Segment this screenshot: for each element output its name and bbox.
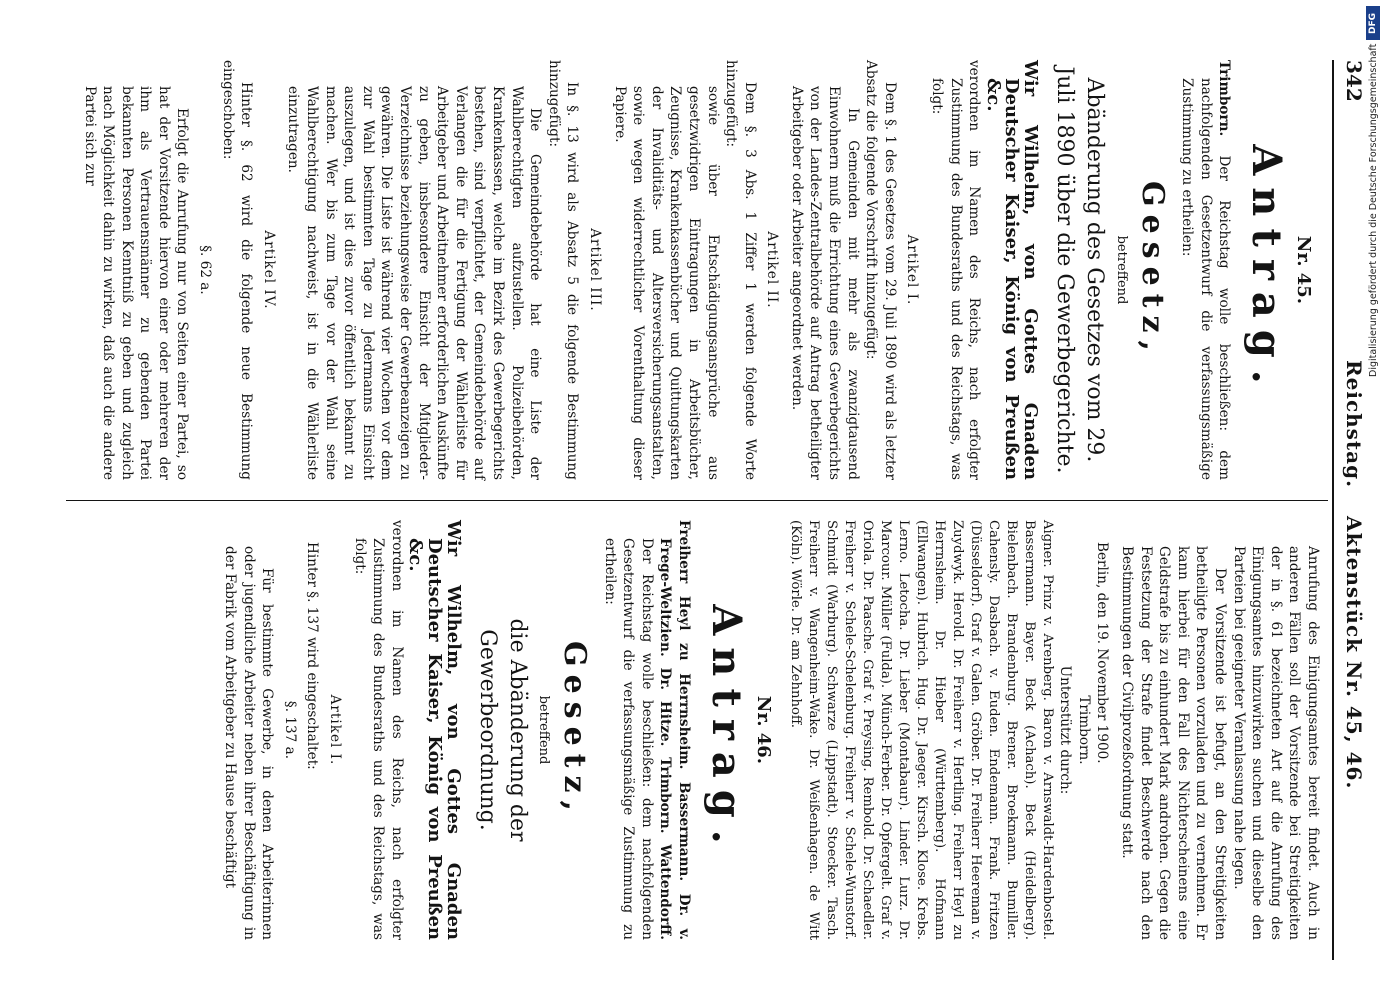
gesetz-heading-45: Gesetz, bbox=[1134, 180, 1170, 360]
running-title-aktenstueck: Aktenstück Nr. 45, 46. bbox=[1342, 516, 1366, 790]
supporters-list: Aigner. Prinz v. Arenberg. Baron v. Arnswaldt-Hardenbostel. Bassermann. Bayer. Beck (Achach). Beck (Heidelberg). Bielenbach. Brandenburg. Brener. Broekmann. Bumiller. Cahensly. Dasbach. v. Euden. Endemann. Frank. Fritzen (Düsseldorf). Graf v. Galen. Gröber. Dr. Freiherr Heereman v. Zuydwyk. Herold. Dr. Freiherr v. Hertling. Freiherr Heyl zu Herrnsheim. Dr. Hieber (Württemberg). Hofmann (Ellwangen). Hubrich. Hug. Dr. Jaeger. Kirsch. Klose. Krebs. Lerno. Letocha. Dr. Lieber (Montabaur). Linder. Lurz. Dr. Marcour. Müller (Fulda). Münch-Ferber. Dr. Opfergelt. Graf v. Oriola. Dr. Paasche. Graf v. Preysing. Rembold. Dr. Schaedler. Freiherr v. Schele-Schelenburg. Freiherr v. Schele-Wunstorf. Schmidt (Warburg). Schwarze (Lippstadt). Stoecker. Tasch. Freiherr v. Wangenheim-Wake. Dr. Weißenhagen. de Witt (Köln). Wörle. Dr. am Zehnhoff. bbox=[787, 520, 1055, 940]
movers-names: Freiherr Heyl zu Herrnsheim. Bassermann. Dr. v. Frege-Weltzien. Dr. Hitze. Trimborn. Wattendorff. bbox=[657, 520, 693, 940]
wir-name-46: Wir Wilhelm, von Gottes Gnaden Deutscher Kaiser, König von Preußen &c. bbox=[405, 520, 464, 940]
item-number-45: Nr. 45. bbox=[1293, 235, 1314, 305]
right-column bbox=[66, 520, 1322, 940]
header-rule bbox=[1332, 60, 1334, 960]
document-page bbox=[66, 60, 1366, 960]
dfg-logo: DFG bbox=[1366, 6, 1380, 40]
article-3-quote: Die Gemeindebehörde hat eine Liste der Wahlberechtigten aufzustellen. Polizeibehörden, Krankenkassen, welche im Bezirk des Gewerbegerichts bestehen, sind verpflichtet, der Gemeindebehörde auf Verlangen die für die Fertigung der Wählerliste für Arbeitgeber und Arbeitnehmer erforderlichen Auskünfte zu geben, insbesondere Einsicht der Mitglieder-Verzeichnisse beziehungsweise der Gewerbeanzeigen zu gewähren. Die Liste ist während vier Wochen vor dem zur Wahl bestimmten Tage zu Jedermanns Einsicht auszulegen, und ist dies zuvor öffentlich bekannt zu machen. Wer bis zum Tage vor der Wahl seine Wahlberechtigung nachweist, ist in die Wählerliste einzutragen. bbox=[285, 86, 544, 480]
antrag-heading-46: Antrag. bbox=[703, 604, 751, 856]
paragraph-62a-text: Erfolgt die Anrufung nur von Seiten einer Partei, so hat der Vorsitzende hiervon einer oder mehreren der ihm als Vertrauensmänner zu gebenden Partei bekannten Personen Kenntniß zu geben und zugleich nach Möglichkeit dahin zu wirken, daß auch die andere Partei sich zur bbox=[81, 86, 191, 480]
running-title-reichstag: Reichstag. bbox=[1342, 360, 1366, 489]
antrag-heading-45: Antrag. bbox=[1243, 144, 1291, 396]
paragraph-137a-text: Für bestimmte Gewerbe, in denen Arbeiterinnen oder jugendliche Arbeiter neben ihrer Beschäftigung in der Fabrik vom Arbeitgeber zu Hause beschäftigt bbox=[222, 546, 276, 940]
verordnen-46: verordnen im Namen des Reichs, nach erfolgter Zustimmung des Bundesraths und des Reichstags, was folgt: bbox=[351, 520, 405, 940]
continued-text-2: Der Vorsitzende ist befugt, an den Streitigkeiten betheiligte Personen vorzuladen und zu vernehmen. Er kann hierbei für den Fall des Nichterscheinens eine Geldstrafe bis zu einhundert Mark androhen. Gegen die Festsetzung der Strafe findet Beschwerde nach den Bestimmungen der Civilprozeßordnung statt. bbox=[1119, 546, 1229, 940]
signature-date: Berlin, den 19. November 1900. bbox=[1094, 542, 1111, 764]
intro-name: Trimborn. bbox=[1216, 60, 1233, 137]
article-2-text: Dem §. 3 Abs. 1 Ziffer 1 werden folgende Worte hinzugefügt: bbox=[723, 60, 758, 480]
article-2-heading: Artikel II. bbox=[764, 231, 781, 309]
article-1-heading-46: Artikel I. bbox=[326, 694, 343, 766]
article-1-quote: In Gemeinden mit mehr als zwanzigtausend Einwohnern muß die Errichtung eines Gewerbegerichts von der Landes-Zentralbehörde auf Antrag betheiligter Arbeitgeber oder Arbeiter angeordnet werden. bbox=[788, 86, 861, 480]
column-divider bbox=[66, 500, 1328, 501]
page-header bbox=[1336, 60, 1366, 960]
paragraph-137a-heading: §. 137 a. bbox=[281, 700, 298, 760]
gesetz-heading-46: Gesetz, bbox=[557, 640, 593, 820]
betreffend-45: betreffend bbox=[1113, 235, 1129, 305]
paragraph-62a-heading: §. 62 a. bbox=[197, 245, 214, 295]
intro-text: Der Reichstag wolle beschließen: dem nachfolgenden Gesetzentwurf die verfassungsmäßige Zustimmung zu ertheilen: bbox=[1179, 78, 1233, 480]
movers-text: Der Reichstag wolle beschließen: dem nachfolgenden Gesetzentwurf die verfassungsmäßige Zustimmung zu ertheilen: bbox=[601, 538, 655, 940]
article-1-text: Dem §. 1 des Gesetzes vom 29. Juli 1890 wird als letzter Absatz die folgende Vorschrift hinzugefügt: bbox=[863, 60, 898, 480]
betreffend-46: betreffend bbox=[536, 695, 552, 765]
article-4-heading: Artikel IV. bbox=[260, 230, 277, 310]
digitization-note: Digitalisierung gefördert durch die Deutsche Forschungsgemeinschaft bbox=[1368, 44, 1379, 378]
article-2-quote: sowie über Entschädigungsansprüche aus gesetzwidrigen Eintragungen in Arbeitsbücher, Zeugnisse, Krankenkassenbücher und Quittungskarten der Invaliditäts- und Altersversicherungsanstalten, sowie wegen widerrechtlicher Vorenthaltung dieser Papiere. bbox=[611, 86, 721, 480]
article-1-text-46: Hinter §. 137 wird eingeschaltet: bbox=[304, 542, 321, 770]
wir-name-45: Wir Wilhelm, von Gottes Gnaden Deutscher Kaiser, König von Preußen &c. bbox=[982, 60, 1042, 480]
supported-by-label: Unterstützt durch: bbox=[1057, 665, 1074, 795]
continued-text: Anrufung des Einigungsamtes bereit findet. Auch in anderen Fällen soll der Vorsitzende bei Streitigkeiten der in §. 61 bezeichneten Art auf die Anrufung des Einigungsamtes hinzuwirken suchen und dieselbe den Parteien bei geeigneter Veranlassung nahe legen. bbox=[1230, 546, 1321, 940]
running-title bbox=[1342, 360, 1366, 789]
subject-46: die Abänderung der Gewerbeordnung. bbox=[474, 618, 530, 842]
article-4-text: Hinter §. 62 wird die folgende neue Bestimmung eingeschoben: bbox=[219, 60, 255, 480]
article-3-heading: Artikel III. bbox=[586, 228, 603, 312]
left-column bbox=[66, 60, 1322, 480]
item-number-46: Nr. 46. bbox=[752, 695, 774, 765]
article-1-heading: Artikel I. bbox=[904, 234, 921, 306]
signer-name: Trimborn. bbox=[1075, 695, 1092, 765]
page-number: 342 bbox=[1342, 60, 1366, 102]
verordnen-45: verordnen im Namen des Reichs, nach erfolgter Zustimmung des Bundesraths und des Reichstags, was folgt: bbox=[929, 60, 983, 480]
article-3-text: In §. 13 wird als Absatz 5 die folgende Bestimmung hinzugefügt: bbox=[545, 60, 581, 480]
subject-45: Abänderung des Gesetzes vom 29. Juli 1890 über die Gewerbegerichte. bbox=[1052, 66, 1108, 474]
